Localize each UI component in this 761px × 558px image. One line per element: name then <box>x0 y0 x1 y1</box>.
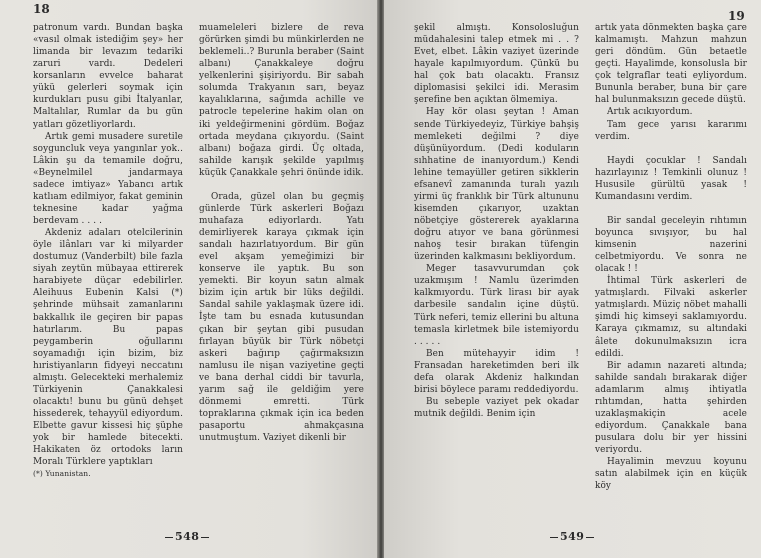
paragraph: Artık acıkıyordum. <box>607 107 693 118</box>
left-page-number-bottom-value: 548 <box>175 530 200 543</box>
footnote: (*) Yunanistan. <box>33 469 91 479</box>
paragraph: Bir adamın nazareti altında; sahilde sandalı bırakarak diğer adamlarım almış ihtiyatla rıhtımdan, hatta şehirden uzaklaşmakiçin acele ediyordum. Çanakkale bana pusulara dolu bir yer hissini veriyordu. <box>595 360 747 456</box>
left-page <box>0 0 378 558</box>
left-page-number-top: 18 <box>33 2 50 16</box>
paragraph: Hay kör olası şeytan ! Aman sende Türkiyedeyiz, Türkiye bahşiş memleketi değilmi ? diye düşünüyordum. (Dedi koduların sıhhatine de inanıyordum.) Kendi lehine temayüller getiren sikklerin efsanevî zamanında turalı yazılı yirmi üç franklık bir Türk altununu kisemden çıkarıyor, uzaktan nöbetçiye göstererek ayaklarına doğru atıyor ve bana görünmesi nahoş tesir bırakan tüfengin üzerinden kalkmasını bekliyordum. <box>414 107 579 263</box>
paragraph: şekil almıştı. Konsolosluğun müdahalesini talep etmek mi . . ? Evet, elbet. Lâkin vaziyet üzerinde hayale kapılmıyordum. Çünkü bu hal çok batı olacaktı. Fransız diplomasisi şekilci idi. Merasim şerefine ben açıktan ölmemiya. <box>414 23 579 106</box>
paragraph: Bir sandal geceleyin rıhtımın boyunca sıvışıyor, bu hal kimsenin nazerini celbetmiyordu. Ve sonra ne olacak ! ! <box>595 215 747 275</box>
paragraph: İhtimal Türk askerleri de yatmışlardı. Filvaki askerler yatmışlardı. Müziç nöbet mahalli şimdi hiç kimseyi saklamıyordu. Karaya çıkmamız, su altındaki âlete dokunulmaksızın icra edildi. <box>595 276 747 359</box>
paragraph: Ben mütehayyir idim ! Fransadan hareketimden beri ilk defa olarak Akdeniz halkından birisi böylece paramı reddediyordu. <box>414 348 579 395</box>
right-page-number-bottom <box>548 530 596 543</box>
right-page <box>384 0 761 558</box>
paragraph: Akdeniz adaları otelcilerinin öyle ilânları var ki milyarder dostumuz (Vanderbilt) bile fazla siyah zeytün mübayaa ettirerek harabiyete düçar edebilirler. Aleihuus Eubenin Kalsi (*) şehrinde mühsait zamanlarını bakkallık ile geçiren bir papas hatırlarım. Bu papas peygamberin oğullarını soyamadığı için bizim, biz hıristiyanların fidyeyi neccatını almıştı. Gelecekteki merhalemiz Türkiyenin Çanakkalesi olacaktı! bunu bu günü dehşet hissederek, tehayyül ediyordum. Elbette gavur kissesi hiç şüphe yok bir hamlede bitecekti. Hakikaten öz ortodoks ların Moralı Türklere yaptıkları <box>33 228 183 468</box>
left-column-1 <box>33 22 183 480</box>
paragraph: Bu sebeple vaziyet pek okadar mutnik değildi. Benim için <box>414 396 579 419</box>
paragraph: muameleleri bizlere de reva görürken şimdi bu münkirlerden ne beklemeli..? Burunla beraber (Saint albanı) Çanakkaleye doğru yelkenlerini şişiriyordu. Bir sabah solumda Trakyanın sarı, beyaz kayalıklarına, sağımda achille ve patrocle tepelerine hakim olan on iki yeldeğirmenini gördüm. Boğaz ortada meydana çıkıyordu. (Saint albanı) boğaza girdi. Üç oltada, sahilde karışık şekilde yapılmış küçük Çanakkale şehri önünde idik. <box>199 23 364 178</box>
paragraph: Haydi çocuklar ! Sandalı hazırlayınız ! Temkinli olunuz ! Hususile gürültü yasak ! Kumandasını verdim. <box>595 155 747 202</box>
right-page-number-bottom-value: 549 <box>560 530 585 543</box>
right-column-2 <box>595 22 747 492</box>
paragraph: Orada, güzel olan bu geçmiş günlerde Türk askerleri Boğazı muhafaza ediyorlardı. Yatı demirliyerek karaya çıkmak için sandalı hazırlatıyordum. Bir gün evel akşam yemeğimizi bir konserve ile yaptık. Bu son yemekti. Bir koyun satın almak bizim için artık bir lüks değildi. Sandal sahile yaklaşmak üzere idi. İşte tam bu esnada kutusundan çıkan bir şeytan gibi pusudan fırlayan büyük bir Türk nöbetçi askeri bağırıp çağırmaksızın namlusu ile nişan vaziyetine geçti ve bana derhal ciddi bir tavurla, yarım sağ ile geldiğim yere dönmemi emretti. Türk topraklarına çıkmak için ica beden pasaportu ahmakçasına unutmuştum. Vaziyet dikenli bir <box>199 191 364 444</box>
left-page-number-bottom <box>163 530 211 543</box>
paragraph: Hayalimin mevzuu koyunu satın alabilmek için en küçük köy <box>595 457 747 492</box>
paragraph: Tam gece yarısı kararımı verdim. <box>595 119 747 142</box>
paragraph: artık yata dönmekten başka çare kalmamıştı. Mahzun mahzun geri döndüm. Gün betaetle geçti. Hayalimde, konsolusla bir çok telgraflar teati eyliyordum. Bununla beraber, buna bir çare hal bulunmaksızın gecede düştü. <box>595 23 747 106</box>
left-column-2 <box>199 22 364 444</box>
right-column-1 <box>414 22 579 420</box>
right-page-number-top: 19 <box>728 9 745 23</box>
paragraph: Meger tasavvurumdan çok uzakmışım ! Namlu üzerimden kalkmıyordu. Türk lirası bir ayak darbesile sandalın içine düştü. Türk neferi, temiz ellerini bu altuna temasla kirletmek bile istemiyordu . . . . . <box>414 264 579 347</box>
paragraph: patronum vardı. Bundan başka «vasıl olmak istediğim şey» her limanda bir levazım tedariki zaruri vardı. Dedeleri korsanların evvelce baharat yükü gelerleri soymak için kurdukları pusu gibi İtalyanlar, Maltalılar, Rumlar da bu gün yatları gözetliyorlardı. <box>33 23 183 130</box>
paragraph: Artık gemi musadere suretile soyguncluk veya yangınlar yok.. Lâkin şu da temamile doğru, «Beynelmilel jandarmaya sadece imtiyaz» Yabancı artık katlıam edilmiyor, fakat geminin teknesine kadar yağma berdevam . . . . <box>33 131 183 226</box>
